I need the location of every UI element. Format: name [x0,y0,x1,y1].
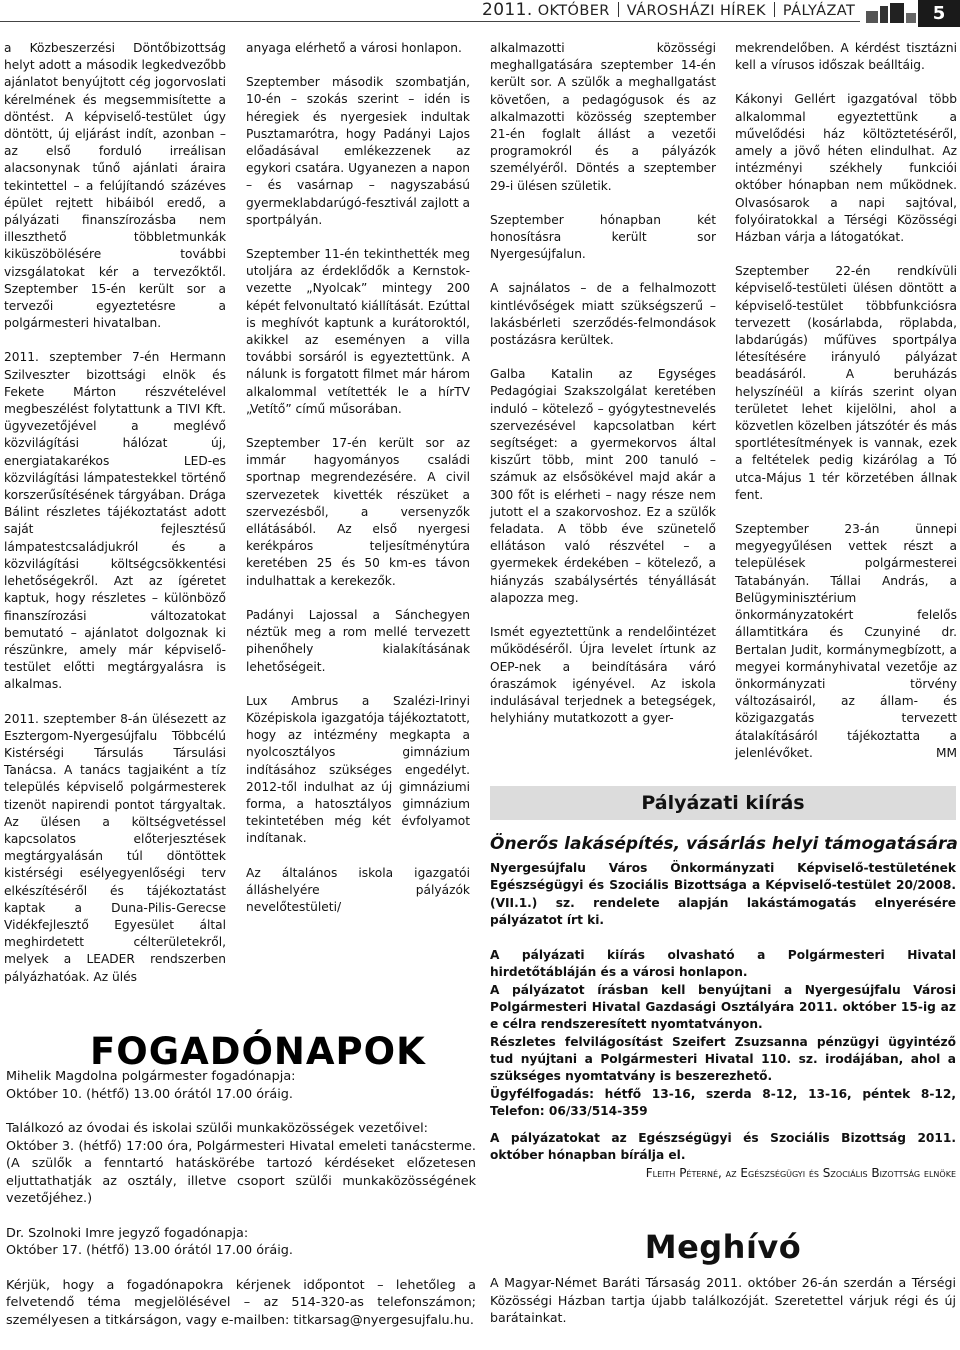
page-header [0,0,960,26]
tender-paragraph: A pályázatokat az Egészségügyi és Szociális Bizottság 2011. október hónapban bírálja el. [490,1131,956,1163]
office-hours-box [0,1030,480,1350]
tender-banner: Pályázati kiírás [490,786,956,820]
paragraph: Galba Katalin az Egységes Pedagógiai Szakszolgálat keretében induló – kötelező – gyógytestnevelés szervezésével kapcsolatban kért segítséget: a gyermekorvos által kiszűrt több, mint 200 tanuló – számuk az elsősökével majd akár a 300 főt is elérheti – nagy része nem jutott el a szakorvoshoz. Ez a szülők feladata. A több éve szünetelő ellátáson való részvétel – a gyermekek érdekében – kötelező, a hiányzás szabálysértés tényállását alapozza meg. [490,367,716,605]
office-hours-entry [6,1225,476,1260]
tender-paragraph: A pályázatot írásban kell benyújtani a Nyergesújfalu Városi Polgármesteri Hivatal Gazdasági Osztályára 2011. október 15-ig az e célra rendszeresített nyomtatványon. [490,982,956,1032]
entry-heading: Mihelik Magdolna polgármester fogadónapja: [6,1069,296,1084]
header-running-title [482,0,855,20]
header-rule [0,21,860,22]
office-hours-title: FOGADÓNAPOK [90,1030,426,1073]
tender-paragraph: Részletes felvilágosítást Szeifert Zsuzsanna pénzügyi ügyintéző tud nyújtani a Polgármesteri Hivatal 110. sz. irodájában, ahol a szükséges nyomtatvány is beszerezhető. [490,1034,956,1084]
header-separator [774,2,775,17]
paragraph: Az általános iskola igazgatói álláshelyére pályázók nevelőtestületi/ [246,865,470,914]
header-year: 2011. [482,0,533,20]
paragraph: Szeptember 11-én tekinthették meg utoljára az érdeklődők a Kernstok-vezette „Nyolcak” mintegy 200 képét felvonultató kiállítását. Ezúttal is meghívót kaptunk a kurátoroktól, akikkel az eseményen a villa további sorsáról is egyeztettünk. A nálunk is forgatott filmet már három alkalommal vetítették le a hírTV „Vetítő” című műsorában. [246,247,470,416]
invitation-title: Meghívó [644,1228,802,1266]
author-signature: MM [935,745,957,760]
office-hours-note [6,1277,476,1330]
paragraph: A sajnálatos – de a felhalmozott kintlévőségek miatt szükségszerű – lakásbérleti szerződés-felmondások postázásra kerültek. [490,281,716,348]
tender-signature: Fleith Péterné, az Egészségügyi és Szociális Bizottság elnöke [645,1165,956,1180]
paragraph: a Közbeszerzési Döntőbizottság helyt adott a második legkedvezőbb ajánlatot benyújtott cég jogorvoslati kérelmének és megsemmisítette a döntést. A képviselő-testület úgy döntött, új eljárást indít, azonban – az első forduló irreálisan alacsonynak tűnő ajánlati áraira tekintettel – a felújítandó százéves épület rejtett hibáiból eredő, a pályázati finanszírozásba nem illeszthető többletmunkák kiküszöbölésére további vizsgálatokat kér a tervezőktől. Szeptember 15-én került sor a tervezői egyeztetésre a polgármesteri hivatalban. [4,41,226,331]
entry-time: Október 3. (hétfő) 17:00 óra, Polgármesteri Hivatal emeleti tanácsterme. (A szülők a fenntartó hatáskörébe tartozó kérdéseket előzetesen eljuttathatják az osztály, illetve csoport szülői munkaközösségének vezetőjéhez.) [6,1138,476,1206]
paragraph: Szeptember hónapban két honosításra került sor Nyergesújfalun. [490,212,716,262]
header-section: VÁROSHÁZI HÍREK [626,3,766,19]
paragraph: Szeptember 17-én került sor az immár hagyományos családi sportnap megrendezésére. A civil szervezetek kivették részüket a szervezésből, a versenyzők ellátásából. Az első nyergesi kerékpáros teljesítménytúra keretében 25 és 50 km-es távon indulhattak a kerekezők. [246,436,470,588]
paragraph: Padányi Lajossal a Sánchegyen néztük meg a rom mellé tervezett pihenőhely kialakításának lehetőségeit. [246,607,470,674]
paragraph: Lux Ambrus a Szalézi-Irinyi Középiskola igazgatója tájékoztatott, hogy az intézmény megkapta a nyolcosztályos gimnázium indításához szükséges engedélyt. 2012-től indulhat az új gimnáziumi forma, a hatosztályos gimnázium tekintetében még két évfolyamot indítanak. [246,693,470,846]
tender-subtitle: Önerős lakásépítés, vásárlás helyi támogatására [490,834,958,854]
article-column-1 [4,40,226,986]
tender-paragraph: Ügyfélfogadás: hétfő 13-16, szerda 8-12, 13-16, péntek 8-12, Telefon: 06/33/514-359 [490,1086,956,1118]
note-text: Kérjük, hogy a fogadónapokra kérjenek időpontot – lehetőleg a felvetendő téma megjelölésével – az 514-320-as telefonszámon; személyesen a titkárságon, vagy e-mailben: titkarsag@nyergesujfalu.hu. [6,1277,476,1328]
paragraph: mekrendelőben. A kérdést tisztázni kell a vírusos időszak beálltáig. [735,41,957,73]
article-column-2 [246,40,470,916]
entry-time: Október 17. (hétfő) 13.00 órától 17.00 óráig. [6,1243,293,1258]
entry-heading: Találkozó az óvodai és iskolai szülői munkaközösségek vezetőivel: [6,1121,428,1136]
tender-intro: Nyergesújfalu Város Önkormányzati Képviselő-testületének Egészségügyi és Szociális Bizottsága a Képviselő-testület 20/2008.(VII.1.) sz. rendelete alapján lakástámogatás elnyerésére pályázatot írt ki. [490,861,956,927]
paragraph: Szeptember 22-én rendkívüli képviselő-testületi ülésen döntött a képviselő-testület többfunkciósra tervezett (kosárlabda, röplabda, labdarúgás) műfüves sportpálya létesítésére irányuló pályázat beadásáról. A beruházás helyszínéül a kiírás szerint olyan területet lehet kijelölni, ahol a közvetlen közelben játszótér és más sportlétesítmények is vannak, ezek a feltételek pedig kizárólag a Tó utca-Május 1 tér körzetében állnak fent. [735,264,957,502]
invitation-body: A Magyar-Német Baráti Társaság 2011. október 26-án szerdán a Térségi Közösségi Házban tartja újabb találkozóját. Szeretettel várjuk régi és új barátainkat. [490,1275,956,1325]
entry-time: Október 10. (hétfő) 13.00 órától 17.00 óráig. [6,1086,293,1102]
header-subsection: PÁLYÁZAT [782,3,856,19]
paragraph [735,521,957,762]
paragraph: alkalmazotti közösségi meghallgatására szeptember 14-én került sor. A szülők a meghallgatást követően, a pedagógusok és az alkalmazotti közösség szeptember 21-én foglalt állást a vezetői programokról és a pályázók személyéről. Döntés a szeptember 29-i ülésen születik. [490,41,716,193]
paragraph: Ismét egyeztettünk a rendelőintézet működéséről. Újra levelet írtunk az OEP-nek a beindítására váró óraszámok igényével. Az iskola indulásával terjednek a betegségek, helyhiány mutatkozott a gyer- [490,625,716,726]
article-column-3 [490,40,716,727]
office-hours-body [6,1068,476,1329]
article-column-4 [735,40,957,762]
paragraph: Szeptember második szombatján, 10-én – szokás szerint – idén is héregiek és nyergesiek indultak Pusztamarótra, hogy Padányi Lajos előadásával emlékezzenek az egykori csatára. Ugyanezen a napon – és vasárnap – nagyszabású gyermeklabdarúgó-fesztivál zajlott a sportpályán. [246,75,470,227]
header-separator [618,2,619,17]
city-skyline-icon [866,3,918,23]
paragraph-text: Szeptember 23-án ünnepi megyegyűlésen vettek részt a települések polgármesterei Tatabányán. Tállai András, a Belügyminisztérium önkormányzatokért felelős államtitkára és Czunyiné dr. Bertalan Judit, kormánymegbízott, a megyei kormányhivatal vezetője az önkormányzati törvény változásairól, az állam- és közigazgatás tervezett átalakításáról tájékoztatta a jelenlévőket. [735,522,957,760]
paragraph: 2011. szeptember 7-én Hermann Szilveszter bizottsági elnök és Fekete Márton részvételével megbeszélést folytattunk a TIVI Kft. ügyvezetőjével a meglévő közvilágítási hálózat új, energiatakarékos LED-es közvilágítási lámpatestekkel történő korszerűsítésének tárgyában. Drága Bálint részletes tájékoztatást adott saját fejlesztésű lámpatestcsaládjukról és a közvilágítási költségcsökkentési lehetőségekről. Azt az ígéretet kaptuk, hogy részletes – különböző finanszírozási változatokat bemutató – ajánlatot dolgoznak ki részünkre, amely már képviselő-testület előtti megtárgyalásra is alkalmas. [4,350,226,692]
paragraph: anyaga elérhető a városi honlapon. [246,41,462,55]
header-month: OKTÓBER [537,3,610,19]
office-hours-entry [6,1120,476,1208]
paragraph: 2011. szeptember 8-án ülésezett az Esztergom-Nyergesújfalu Többcélú Kistérségi Társulás Társulási Tanácsa. A tanács tagjaiként a tíz település képviselő polgármesterek tizenöt napirendi pontot tárgyaltak. Az ülésen a költségvetéssel kapcsolatos előterjesztések megtárgyalásán túl döntöttek kistérségi esélyegyenlőségi terv elkészítéséről és tájékoztatást kaptak a Duna-Pilis-Gerecse Vidékfejlesztő Egyesület által meghirdetett célterületekről, melyek a LEADER rendszerben pályázhatóak. Az ülés [4,711,226,984]
paragraph: Kákonyi Gellért igazgatóval több alkalommal egyeztettünk a művelődési ház költöztetéséről, amely a jövő héten elindulhat. Az intézményi székhely funkciói október hónapban nem működnek. Olvasósarok a napi sajtóval, folyóiratokkal a Térségi Közösségi Házban várja a látogatókat. [735,92,957,245]
office-hours-entry [6,1068,476,1103]
tender-paragraph: A pályázati kiírás olvasható a Polgármesteri Hivatal hirdetőtábláján és a városi honlapon. [490,948,956,980]
page-number: 5 [918,0,960,27]
entry-heading: Dr. Szolnoki Imre jegyző fogadónapja: [6,1225,249,1241]
tender-body [490,860,956,1182]
